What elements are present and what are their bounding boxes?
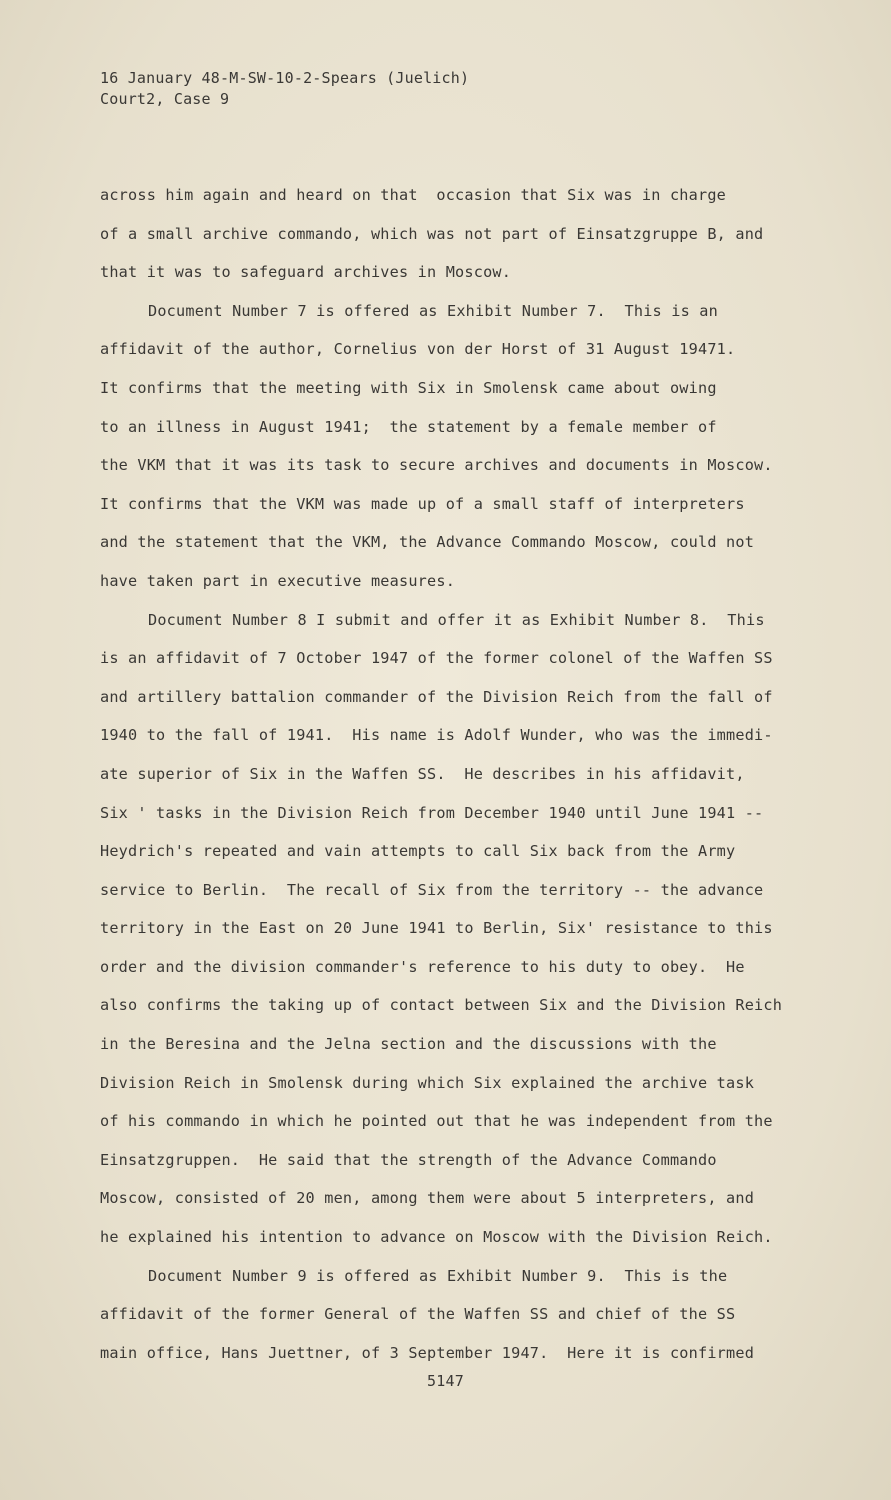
transcript-line: order and the division commander's reference to his duty to obey. He [100, 957, 745, 976]
transcript-line: affidavit of the author, Cornelius von der Horst of 31 August 19471. [100, 340, 736, 359]
transcript-line: in the Beresina and the Jelna section and the discussions with the [100, 1035, 717, 1054]
transcript-line: across him again and heard on that occasion that Six was in charge [100, 186, 727, 204]
transcript-line: Einsatzgruppen. He said that the strength of the Advance Commando [100, 1150, 717, 1169]
document-header [100, 68, 469, 110]
transcript-line: Document Number 8 I submit and offer it as Exhibit Number 8. This [148, 610, 765, 629]
transcript-line: Six ' tasks in the Division Reich from December 1940 until June 1941 -- [100, 803, 764, 822]
header-line-session: 16 January 48-M-SW-10-2-Spears (Juelich) [100, 69, 470, 87]
transcript-line: Heydrich's repeated and vain attempts to call Six back from the Army [100, 842, 736, 861]
transcript-line: he explained his intention to advance on Moscow with the Division Reich. [100, 1228, 773, 1247]
transcript-line: Division Reich in Smolensk during which Six explained the archive task [100, 1073, 755, 1092]
transcript-line: have taken part in executive measures. [100, 571, 456, 590]
transcript-line: It confirms that the meeting with Six in Smolensk came about owing [100, 378, 717, 397]
transcript-line: 1940 to the fall of 1941. His name is Adolf Wunder, who was the immedi- [100, 726, 773, 745]
header-line-court: Court2, Case 9 [100, 90, 230, 108]
transcript-line: to an illness in August 1941; the statement by a female member of [100, 417, 717, 436]
transcript-body [100, 181, 810, 1377]
transcript-line: ate superior of Six in the Waffen SS. He describes in his affidavit, [100, 764, 745, 783]
transcript-line: main office, Hans Juettner, of 3 September 1947. Here it is confirmed [100, 1343, 755, 1362]
transcript-line: and the statement that the VKM, the Advance Commando Moscow, could not [100, 533, 755, 552]
transcript-line: territory in the East on 20 June 1941 to Berlin, Six' resistance to this [100, 919, 773, 938]
transcript-line: affidavit of the former General of the Waffen SS and chief of the SS [100, 1305, 736, 1324]
transcript-line: service to Berlin. The recall of Six from the territory -- the advance [100, 880, 764, 899]
transcript-line: is an affidavit of 7 October 1947 of the former colonel of the Waffen SS [100, 649, 773, 668]
transcript-line: of a small archive commando, which was not part of Einsatzgruppe B, and [100, 224, 764, 243]
transcript-line: Document Number 7 is offered as Exhibit Number 7. This is an [148, 301, 718, 320]
page-number: 5147 [427, 1372, 464, 1390]
transcript-line: Document Number 9 is offered as Exhibit Number 9. This is the [148, 1266, 728, 1285]
transcript-line: also confirms the taking up of contact between Six and the Division Reich [100, 996, 783, 1015]
transcript-line: Moscow, consisted of 20 men, among them were about 5 interpreters, and [100, 1189, 755, 1208]
transcript-line: the VKM that it was its task to secure archives and documents in Moscow. [100, 456, 773, 475]
transcript-line: It confirms that the VKM was made up of a small staff of interpreters [100, 494, 745, 513]
transcript-line: of his commando in which he pointed out that he was independent from the [100, 1112, 773, 1131]
transcript-line: and artillery battalion commander of the Division Reich from the fall of [100, 687, 773, 706]
transcript-line: that it was to safeguard archives in Moscow. [100, 263, 512, 282]
